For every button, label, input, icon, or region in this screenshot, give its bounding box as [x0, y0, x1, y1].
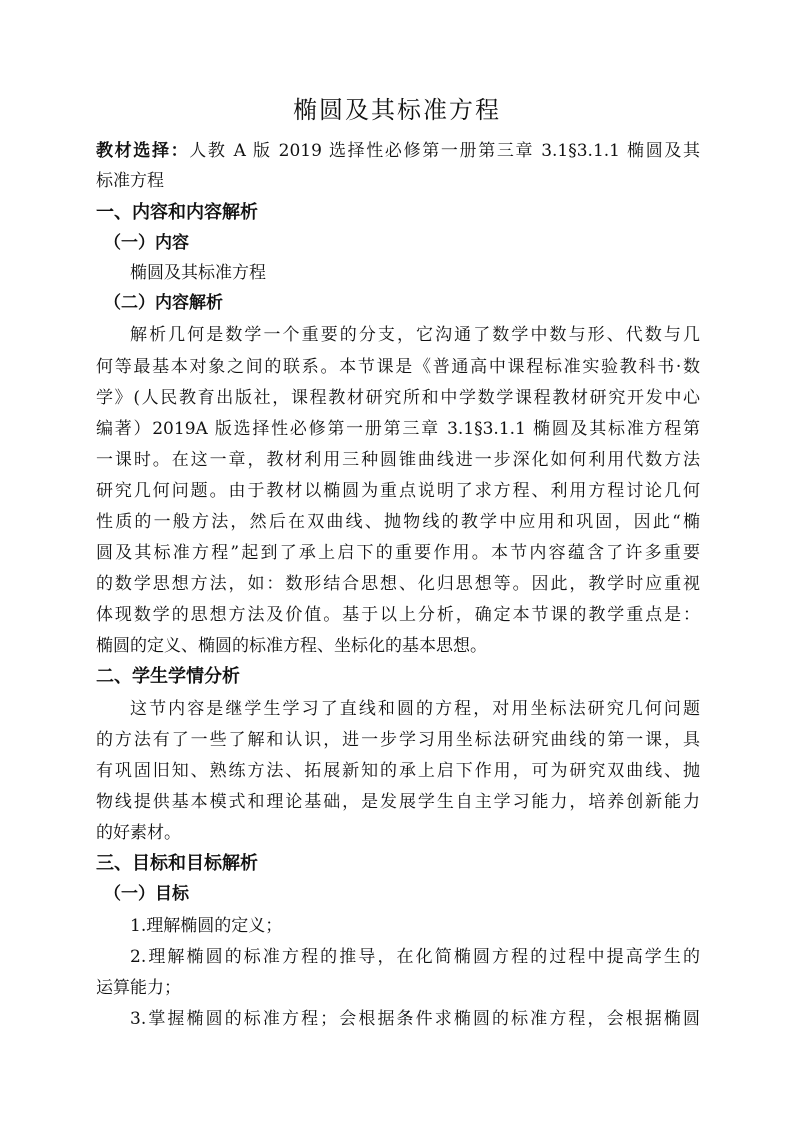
para1-line: 的数学思想方法，如：数形结合思想、化归思想等。因此，教学时应重视: [96, 574, 700, 594]
goal-item: 1.理解椭圆的定义；: [130, 916, 283, 936]
textbook-line-1: [96, 134, 700, 168]
section2-heading: 二、学生学情分析: [96, 666, 240, 687]
textbook-label: 教材选择：: [96, 141, 190, 161]
goal-item: 2.理解椭圆的标准方程的推导，在化简椭圆方程的过程中提高学生的: [130, 947, 700, 967]
section1-content: 椭圆及其标准方程: [130, 263, 266, 283]
section1-sub2: （二）内容解析: [104, 293, 223, 313]
para2-line: 有巩固旧知、熟练方法、拓展新知的承上启下作用，可为研究双曲线、抛: [96, 761, 700, 781]
para1-line: 圆及其标准方程”起到了承上启下的重要作用。本节内容蕴含了许多重要: [96, 543, 700, 563]
para1-line: 一课时。在这一章，教材利用三种圆锥曲线进一步深化如何利用代数方法: [96, 450, 700, 470]
textbook-line-2: 标准方程: [96, 171, 164, 191]
section1-heading: 一、内容和内容解析: [96, 202, 258, 223]
para1-line: 体现数学的思想方法及价值。基于以上分析，确定本节课的教学重点是：: [96, 605, 700, 625]
goal-item: 运算能力；: [96, 978, 181, 998]
section3-heading: 三、目标和目标解析: [96, 853, 258, 874]
para1-line: 椭圆的定义、椭圆的标准方程、坐标化的基本思想。: [96, 636, 487, 656]
goal-item: 3.掌握椭圆的标准方程；会根据条件求椭圆的标准方程，会根据椭圆: [130, 1009, 700, 1029]
section3-sub1: （一）目标: [104, 884, 189, 904]
section1-sub1: （一）内容: [104, 233, 189, 253]
para1-line: 性质的一般方法，然后在双曲线、抛物线的教学中应用和巩固，因此“椭: [96, 512, 700, 532]
para1-line: 学》(人民教育出版社，课程教材研究所和中学数学课程教材研究开发中心: [96, 388, 700, 408]
textbook-text: 人教 A 版 2019 选择性必修第一册第三章 3.1§3.1.1 椭圆及其: [189, 141, 700, 161]
para2-line: 的好素材。: [96, 823, 181, 843]
para2-line: 这节内容是继学生学习了直线和圆的方程，对用坐标法研究几何问题: [130, 699, 700, 719]
para1-line: 何等最基本对象之间的联系。本节课是《普通高中课程标准实验教科书·数: [96, 357, 700, 377]
para2-line: 的方法有了一些了解和认识，进一步学习用坐标法研究曲线的第一课，具: [96, 730, 700, 750]
para1-line: 解析几何是数学一个重要的分支，它沟通了数学中数与形、代数与几: [130, 325, 700, 345]
para1-line: 研究几何问题。由于教材以椭圆为重点说明了求方程、利用方程讨论几何: [96, 481, 700, 501]
para1-line: 编著）2019A 版选择性必修第一册第三章 3.1§3.1.1 椭圆及其标准方程第: [96, 419, 700, 439]
page-title: 椭圆及其标准方程: [293, 96, 501, 124]
para2-line: 物线提供基本模式和理论基础，是发展学生自主学习能力，培养创新能力: [96, 792, 700, 812]
